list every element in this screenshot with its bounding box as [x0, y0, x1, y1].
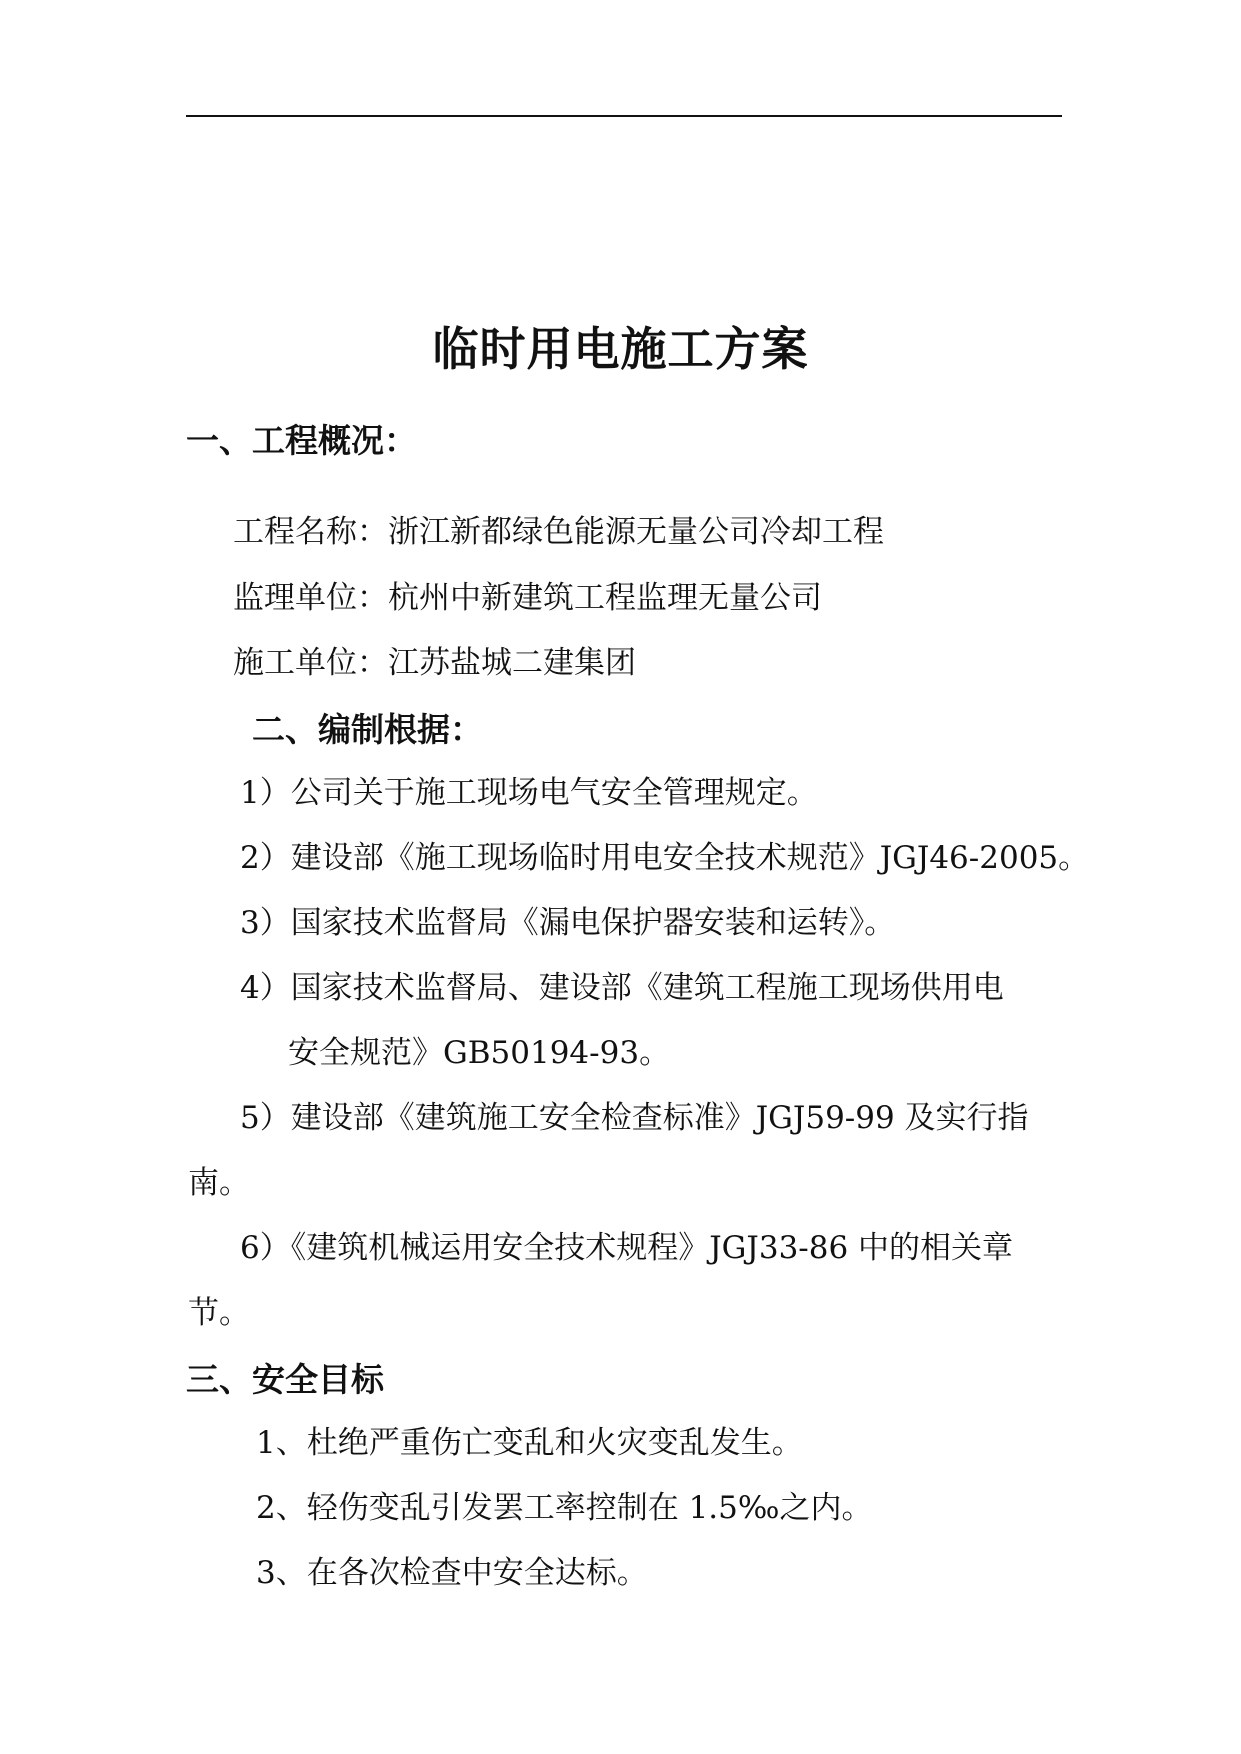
basis-item-1: 1）公司关于施工现场电气安全管理规定。	[240, 775, 818, 811]
safety-goal-1: 1、杜绝严重伤亡变乱和火灾变乱发生。	[256, 1425, 803, 1461]
section-heading-basis: 二、编制根据：	[252, 710, 483, 749]
header-rule	[186, 115, 1062, 117]
basis-item-2: 2）建设部《施工现场临时用电安全技术规范》JGJ46-2005。	[240, 840, 1090, 876]
document-title: 临时用电施工方案	[432, 322, 809, 376]
basis-item-4-continued: 安全规范》GB50194-93。	[288, 1035, 671, 1071]
basis-item-5: 5）建设部《建筑施工安全检查标准》JGJ59-99 及实行指	[240, 1100, 1029, 1136]
basis-item-3: 3）国家技术监督局《漏电保护器安装和运转》。	[240, 905, 896, 941]
project-name-line: 工程名称：浙江新都绿色能源无量公司冷却工程	[233, 514, 884, 550]
safety-goal-2: 2、轻伤变乱引发罢工率控制在 1.5‰之内。	[256, 1490, 873, 1526]
basis-item-4: 4）国家技术监督局、建设部《建筑工程施工现场供用电	[240, 970, 1004, 1006]
basis-item-6: 6）《建筑机械运用安全技术规程》JGJ33-86 中的相关章	[240, 1230, 1014, 1266]
safety-goal-3: 3、在各次检查中安全达标。	[256, 1555, 648, 1591]
basis-item-5-continued: 南。	[188, 1165, 250, 1201]
section-heading-safety-goals: 三、安全目标	[186, 1360, 384, 1399]
supervision-unit-line: 监理单位：杭州中新建筑工程监理无量公司	[233, 580, 822, 616]
section-heading-overview: 一、工程概况：	[186, 421, 417, 460]
construction-unit-line: 施工单位：江苏盐城二建集团	[233, 645, 636, 681]
basis-item-6-continued: 节。	[188, 1295, 250, 1331]
